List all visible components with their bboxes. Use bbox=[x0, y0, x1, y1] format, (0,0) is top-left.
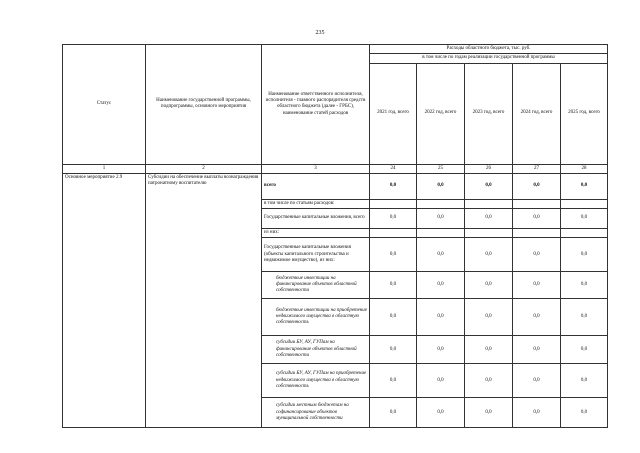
expense-label: из них: bbox=[262, 229, 370, 238]
expense-value: 0,0 bbox=[370, 173, 417, 199]
column-number: 26 bbox=[465, 164, 513, 173]
expense-label: Государственные капитальные вложения (объекты капитального строительства и недвижимое имущество), из них: bbox=[262, 238, 370, 272]
expense-value: 0,0 bbox=[561, 336, 608, 364]
expense-value bbox=[417, 199, 465, 208]
column-number: 27 bbox=[513, 164, 561, 173]
expense-value bbox=[465, 199, 513, 208]
column-number: 1 bbox=[63, 164, 146, 173]
expense-value: 0,0 bbox=[465, 364, 513, 398]
expense-value: 0,0 bbox=[370, 336, 417, 364]
expense-value: 0,0 bbox=[561, 299, 608, 336]
expense-value: 0,0 bbox=[561, 209, 608, 229]
expense-label: субсидии БУ, АУ, ГУПам на приобретение недвижимого имущества в областную собственность bbox=[262, 364, 370, 398]
expense-value: 0,0 bbox=[370, 364, 417, 398]
header-by-year-title: в том числе по годам реализации государственной программы bbox=[370, 54, 608, 63]
expense-value: 0,0 bbox=[561, 398, 608, 428]
column-number: 25 bbox=[417, 164, 465, 173]
column-number-row bbox=[63, 164, 608, 173]
expense-row bbox=[63, 173, 608, 199]
header-program-name: Наименование государственной программы, подпрограммы, основного мероприятия bbox=[146, 45, 262, 165]
page-number: 235 bbox=[315, 30, 325, 36]
header-year-2022: 2022 год, всего bbox=[417, 63, 465, 164]
expense-value: 0,0 bbox=[513, 398, 561, 428]
column-number: 2 bbox=[146, 164, 262, 173]
column-number: 28 bbox=[561, 164, 608, 173]
header-row-1 bbox=[63, 45, 608, 54]
expense-value: 0,0 bbox=[513, 209, 561, 229]
header-status: Статус bbox=[63, 45, 146, 165]
expense-value bbox=[417, 229, 465, 238]
expense-value: 0,0 bbox=[370, 272, 417, 299]
expense-value: 0,0 bbox=[561, 364, 608, 398]
expense-value: 0,0 bbox=[370, 299, 417, 336]
expense-value: 0,0 bbox=[561, 272, 608, 299]
expense-value: 0,0 bbox=[417, 336, 465, 364]
expense-value: 0,0 bbox=[417, 209, 465, 229]
expense-value: 0,0 bbox=[465, 336, 513, 364]
expense-value bbox=[513, 199, 561, 208]
expense-value: 0,0 bbox=[417, 364, 465, 398]
expense-value: 0,0 bbox=[513, 238, 561, 272]
event-name: Субсидии на обеспечение выплаты вознаграждения патронатному воспитателю bbox=[146, 173, 262, 428]
expense-label: в том числе по статьям расходов: bbox=[262, 199, 370, 208]
expense-value: 0,0 bbox=[417, 238, 465, 272]
expense-value: 0,0 bbox=[561, 238, 608, 272]
column-number: 24 bbox=[370, 164, 417, 173]
event-status: Основное мероприятие 2.9 bbox=[63, 173, 146, 428]
expense-label: субсидии местным бюджетам на софинансирование объектов муниципальной собственности bbox=[262, 398, 370, 428]
header-budget-title: Расходы областного бюджета, тыс. руб. bbox=[370, 45, 608, 54]
expense-value: 0,0 bbox=[465, 173, 513, 199]
expense-label: бюджетные инвестиции на финансирование объектов областной собственности bbox=[262, 272, 370, 299]
header-year-2025: 2025 год, всего bbox=[561, 63, 608, 164]
expense-value: 0,0 bbox=[513, 173, 561, 199]
expense-value bbox=[370, 229, 417, 238]
expense-value: 0,0 bbox=[465, 299, 513, 336]
expense-value bbox=[561, 199, 608, 208]
expense-value: 0,0 bbox=[561, 173, 608, 199]
expense-label: всего bbox=[262, 173, 370, 199]
budget-table bbox=[62, 44, 608, 428]
expense-label: бюджетные инвестиции на приобретение недвижимого имущества в областную собственность bbox=[262, 299, 370, 336]
header-executor: Наименование ответственного исполнителя, исполнителя - главного распорядителя средств областного бюджета (далее - ГРБС), наименование статей расходов bbox=[262, 45, 370, 165]
expense-label: Государственные капитальные вложения, всего bbox=[262, 209, 370, 229]
expense-value: 0,0 bbox=[465, 272, 513, 299]
expense-value: 0,0 bbox=[513, 364, 561, 398]
expense-value: 0,0 bbox=[417, 398, 465, 428]
expense-value bbox=[370, 199, 417, 208]
expense-value bbox=[513, 229, 561, 238]
header-year-2024: 2024 год, всего bbox=[513, 63, 561, 164]
expense-value: 0,0 bbox=[465, 209, 513, 229]
expense-value: 0,0 bbox=[465, 238, 513, 272]
expense-value: 0,0 bbox=[417, 299, 465, 336]
expense-label: субсидии БУ, АУ, ГУПам на финансирование объектов областной собственности bbox=[262, 336, 370, 364]
expense-value: 0,0 bbox=[513, 336, 561, 364]
header-year-2023: 2023 год, всего bbox=[465, 63, 513, 164]
expense-value: 0,0 bbox=[513, 299, 561, 336]
expense-value bbox=[465, 229, 513, 238]
column-number: 3 bbox=[262, 164, 370, 173]
expense-value: 0,0 bbox=[417, 173, 465, 199]
expense-value: 0,0 bbox=[417, 272, 465, 299]
expense-value: 0,0 bbox=[465, 398, 513, 428]
expense-value: 0,0 bbox=[370, 238, 417, 272]
expense-value bbox=[561, 229, 608, 238]
header-year-2021: 2021 год, всего bbox=[370, 63, 417, 164]
expense-value: 0,0 bbox=[370, 398, 417, 428]
expense-value: 0,0 bbox=[370, 209, 417, 229]
expense-value: 0,0 bbox=[513, 272, 561, 299]
